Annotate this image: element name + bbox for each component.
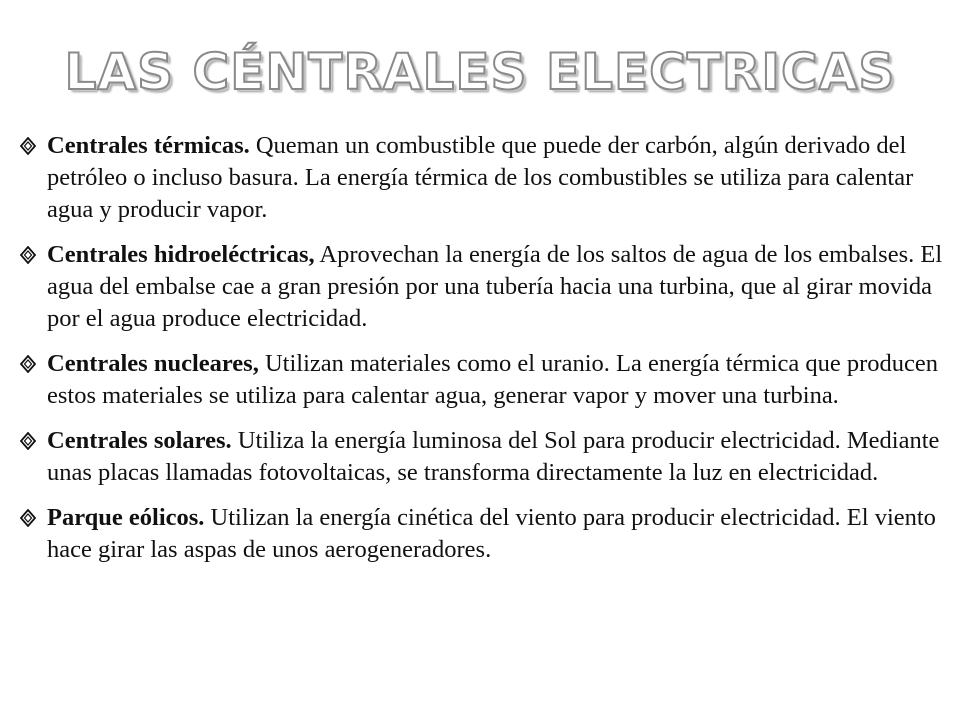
bullet-item-eolicos	[14, 502, 944, 566]
bullet-text: Utilizan materiales como el uranio. La energía térmica que producen estos materiales se utiliza para calentar agua, generar vapor y mover una turbina.	[47, 350, 938, 409]
diamond-outline-icon	[19, 509, 37, 527]
bullet-lead: Parque eólicos.	[47, 504, 205, 531]
bullet-lead: Centrales térmicas.	[47, 132, 250, 159]
bullet-item-hidroelectricas	[14, 239, 944, 335]
diamond-outline-icon	[19, 246, 37, 264]
bullet-item-solares	[14, 425, 944, 489]
bullet-text: Utilizan la energía cinética del viento para producir electricidad. El viento hace girar las aspas de unos aerogeneradores.	[47, 504, 936, 563]
slide-title: LAS CÉNTRALES ELECTRICAS	[64, 43, 896, 101]
bullet-lead: Centrales nucleares,	[47, 350, 259, 377]
bullet-list	[14, 130, 944, 579]
bullet-text: Aprovechan la energía de los saltos de agua de los embalses. El agua del embalse cae a gran presión por una tubería hacia una turbina, que al girar movida por el agua produce electricidad.	[47, 241, 943, 332]
diamond-outline-icon	[19, 137, 37, 155]
bullet-lead: Centrales hidroeléctricas,	[47, 241, 315, 268]
bullet-text: Utiliza la energía luminosa del Sol para producir electricidad. Mediante unas placas llamadas fotovoltaicas, se transforma directamente la luz en electricidad.	[47, 427, 940, 486]
diamond-outline-icon	[19, 432, 37, 450]
bullet-text: Queman un combustible que puede der carbón, algún derivado del petróleo o incluso basura. La energía térmica de los combustibles se utiliza para calentar agua y producir vapor.	[47, 132, 914, 223]
bullet-lead: Centrales solares.	[47, 427, 232, 454]
bullet-item-nucleares	[14, 348, 944, 412]
diamond-outline-icon	[19, 355, 37, 373]
bullet-item-termicas	[14, 130, 944, 226]
